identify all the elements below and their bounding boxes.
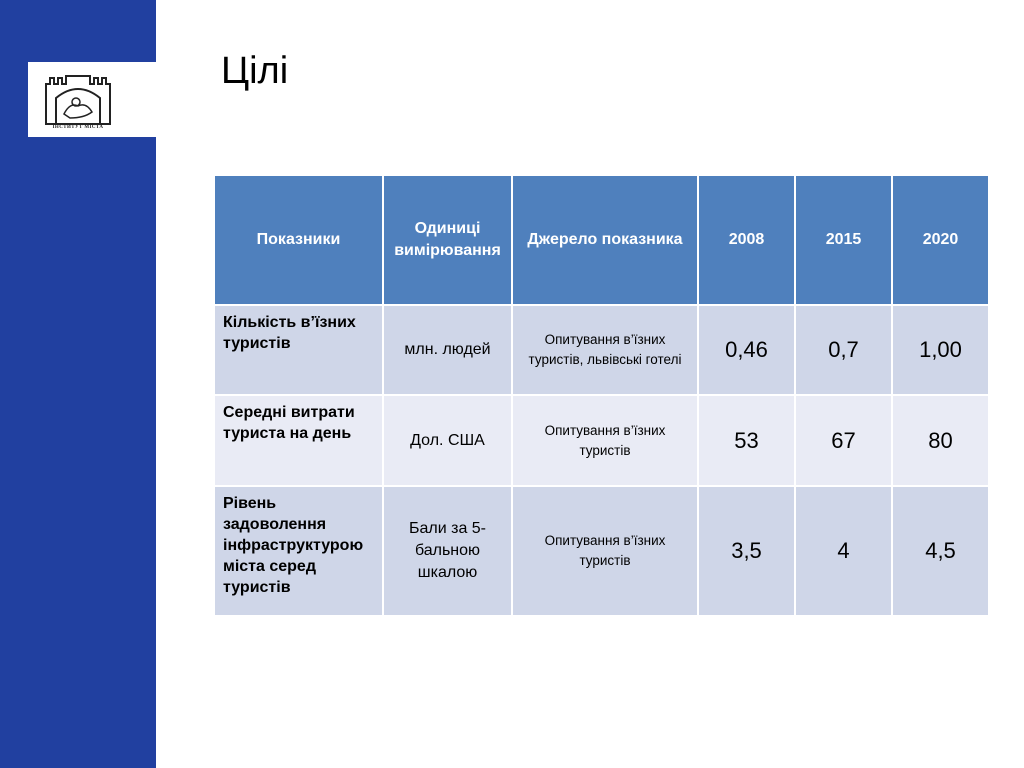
table-row	[214, 395, 989, 486]
source-cell: Опитування в’їзних туристів	[512, 395, 698, 486]
header-units: Одиниці вимірювання	[383, 175, 512, 305]
value-2020-cell: 4,5	[892, 486, 989, 616]
header-year-2015: 2015	[795, 175, 892, 305]
indicator-cell: Середні витрати туриста на день	[214, 395, 383, 486]
header-source: Джерело показника	[512, 175, 698, 305]
unit-cell: Дол. США	[383, 395, 512, 486]
unit-cell: млн. людей	[383, 305, 512, 395]
header-year-2020: 2020	[892, 175, 989, 305]
indicator-cell: Рівень задоволення інфраструктурою міста серед туристів	[214, 486, 383, 616]
source-cell: Опитування в’їзних туристів	[512, 486, 698, 616]
source-cell: Опитування в’їзних туристів, львівські готелі	[512, 305, 698, 395]
logo	[28, 62, 156, 137]
value-2008-cell: 3,5	[698, 486, 795, 616]
header-indicators: Показники	[214, 175, 383, 305]
value-2008-cell: 53	[698, 395, 795, 486]
castle-lion-emblem-icon	[40, 66, 116, 126]
indicator-cell: Кількість в’їзних туристів	[214, 305, 383, 395]
logo-caption: ІНСТИТУТ МІСТА	[52, 125, 104, 130]
value-2015-cell: 4	[795, 486, 892, 616]
value-2015-cell: 0,7	[795, 305, 892, 395]
value-2008-cell: 0,46	[698, 305, 795, 395]
unit-cell: Бали за 5-бальною шкалою	[383, 486, 512, 616]
table-row	[214, 486, 989, 616]
value-2015-cell: 67	[795, 395, 892, 486]
table-header-row	[214, 175, 989, 305]
indicators-table	[213, 174, 990, 617]
value-2020-cell: 80	[892, 395, 989, 486]
table-row	[214, 305, 989, 395]
header-year-2008: 2008	[698, 175, 795, 305]
page-title: Цілі	[221, 50, 289, 92]
value-2020-cell: 1,00	[892, 305, 989, 395]
